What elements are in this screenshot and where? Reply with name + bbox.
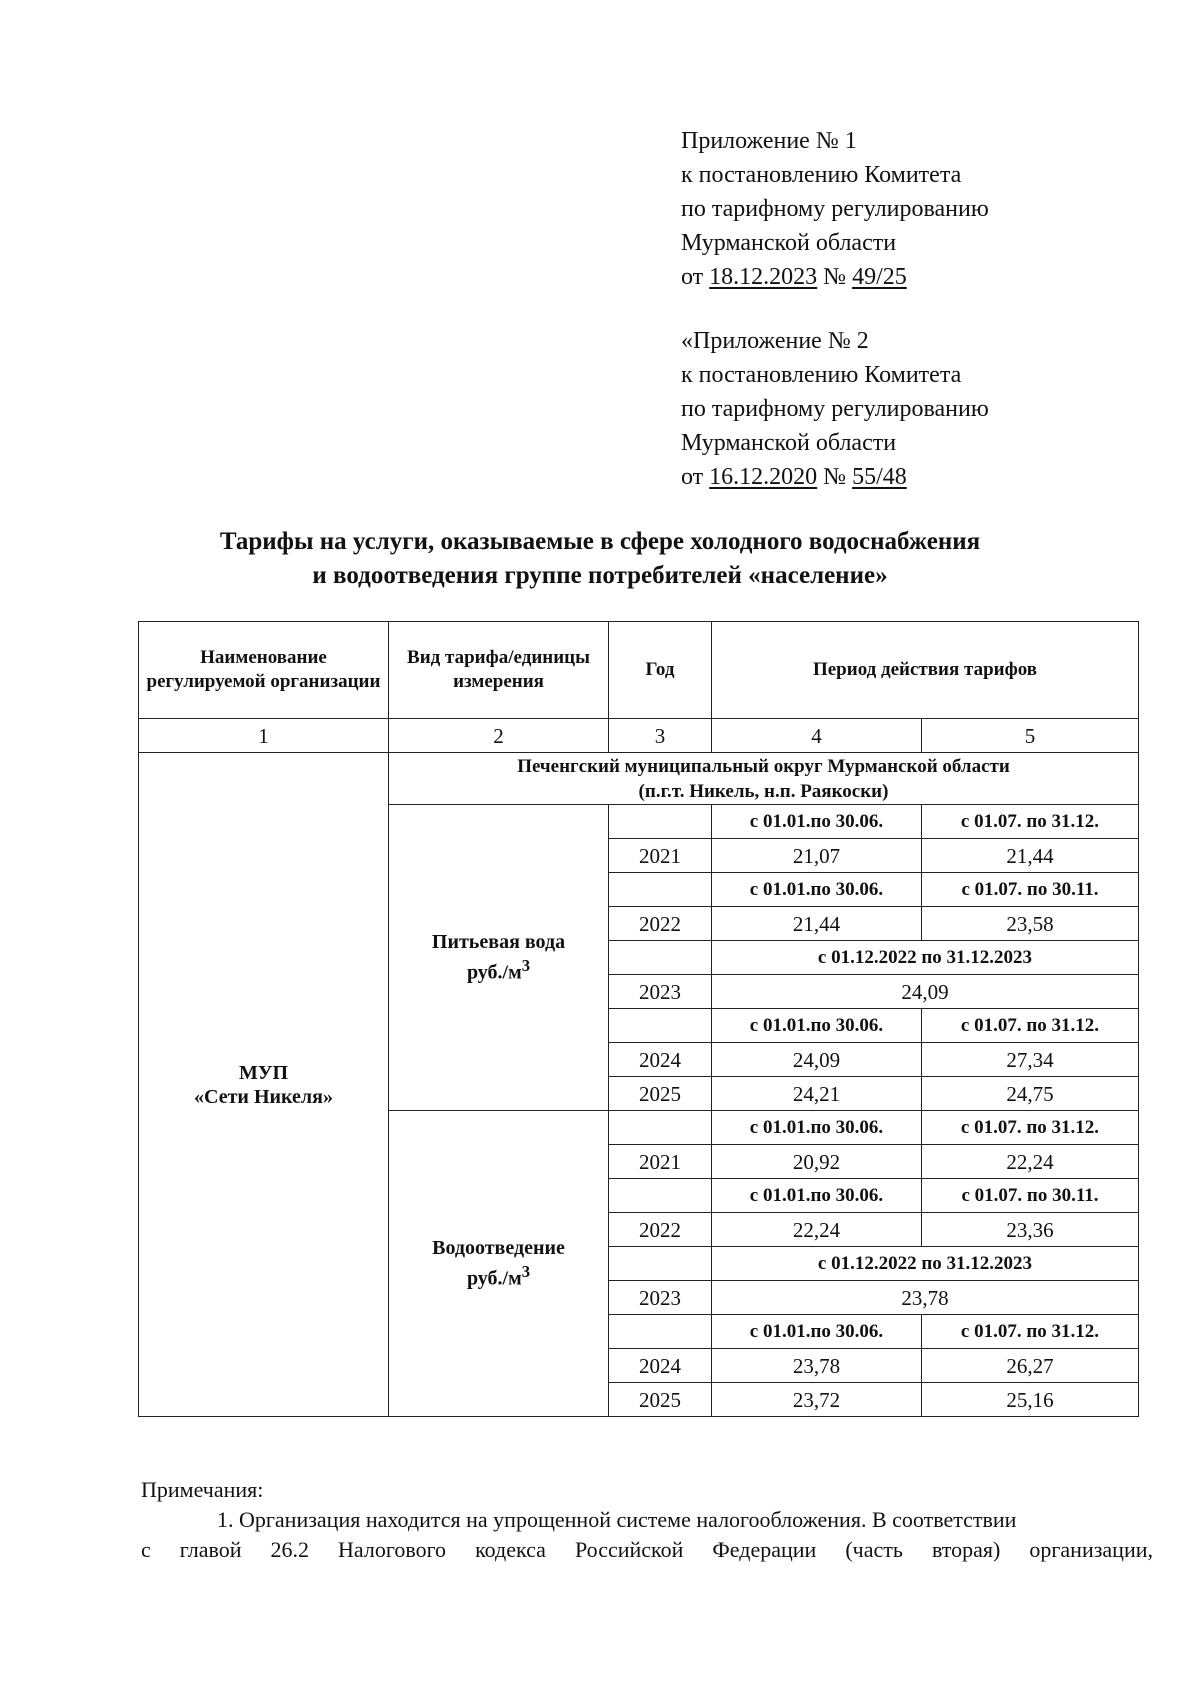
year-cell [609, 941, 712, 975]
period-1-cell: 20,92 [712, 1145, 922, 1179]
appendix-1-block [681, 124, 1161, 294]
year-cell: 2022 [609, 907, 712, 941]
column-numbers-row [139, 719, 1139, 753]
appendix-2-line-4: Мурманской области [681, 430, 897, 456]
org-name-line-1: МУП [238, 1061, 289, 1084]
year-cell: 2023 [609, 1281, 712, 1315]
sewer-service-cell [389, 1111, 609, 1417]
appendix-2-date-line [681, 460, 1161, 494]
period-span-cell: с 01.12.2022 по 31.12.2023 [712, 1247, 1139, 1281]
period-2-cell: с 01.07. по 31.12. [922, 1009, 1139, 1043]
appendix-2-number: 55/48 [852, 464, 907, 490]
appendix-2-date-prefix: от [681, 464, 710, 490]
period-2-cell: 24,75 [922, 1077, 1139, 1111]
period-1-cell: 22,24 [712, 1213, 922, 1247]
year-cell [609, 805, 712, 839]
sewer-service-name: Водоотведение [432, 1237, 565, 1260]
appendix-1-date-line [681, 260, 1161, 294]
sewer-service-unit [393, 1260, 604, 1291]
year-cell: 2024 [609, 1043, 712, 1077]
period-1-cell: 24,21 [712, 1077, 922, 1111]
year-cell [609, 1009, 712, 1043]
appendix-1-line-3: по тарифному регулированию [681, 196, 989, 222]
year-cell: 2025 [609, 1383, 712, 1417]
col-number-3: 3 [609, 719, 712, 753]
period-span-cell: 24,09 [712, 975, 1139, 1009]
header-org: Наименование регулируемой организации [139, 622, 389, 719]
period-2-cell: с 01.07. по 31.12. [922, 1111, 1139, 1145]
water-service-unit [393, 954, 604, 985]
period-2-cell: 22,24 [922, 1145, 1139, 1179]
year-cell: 2021 [609, 1145, 712, 1179]
header-period: Период действия тарифов [712, 622, 1139, 719]
appendix-1-line-1: Приложение № 1 [681, 128, 857, 154]
period-2-cell: с 01.07. по 30.11. [922, 873, 1139, 907]
period-2-cell: 23,58 [922, 907, 1139, 941]
year-cell [609, 1247, 712, 1281]
period-1-cell: с 01.01.по 30.06. [712, 1009, 922, 1043]
title-line-1: Тарифы на услуги, оказываемые в сфере холодного водоснабжения [219, 528, 981, 555]
org-cell [139, 753, 389, 1417]
appendix-2-line-2: к постановлению Комитета [681, 362, 962, 388]
appendix-1-number: 49/25 [852, 264, 907, 290]
period-1-cell: 24,09 [712, 1043, 922, 1077]
period-2-cell: с 01.07. по 31.12. [922, 805, 1139, 839]
period-1-cell: с 01.01.по 30.06. [712, 1111, 922, 1145]
year-cell [609, 1315, 712, 1349]
period-2-cell: 23,36 [922, 1213, 1139, 1247]
sewer-unit-text: руб./м [466, 1267, 522, 1290]
appendix-2-number-prefix: № [817, 464, 853, 490]
sewer-unit-sup: 3 [521, 1262, 531, 1282]
appendix-1-date-prefix: от [681, 264, 710, 290]
period-1-cell: с 01.01.по 30.06. [712, 1179, 922, 1213]
notes-line-2: с главой 26.2 Налогового кодекса Российской Федерации (часть вторая) организации, [141, 1537, 1153, 1562]
appendix-2-line-1: «Приложение № 2 [681, 328, 869, 354]
period-1-cell: с 01.01.по 30.06. [712, 1315, 922, 1349]
period-1-cell: 23,72 [712, 1383, 922, 1417]
notes-heading: Примечания: [141, 1477, 264, 1502]
year-cell: 2024 [609, 1349, 712, 1383]
year-cell: 2025 [609, 1077, 712, 1111]
notes-block [141, 1475, 1153, 1565]
appendix-2-date: 16.12.2020 [709, 464, 818, 490]
appendix-1-line-4: Мурманской области [681, 230, 897, 256]
year-cell: 2023 [609, 975, 712, 1009]
water-unit-sup: 3 [521, 956, 531, 976]
period-2-cell: 26,27 [922, 1349, 1139, 1383]
region-line-1: Печенгский муниципальный округ Мурманской области [517, 755, 1010, 777]
year-cell [609, 1111, 712, 1145]
water-service-cell [389, 805, 609, 1111]
col-number-4: 4 [712, 719, 922, 753]
document-title [120, 525, 1080, 593]
col-number-2: 2 [389, 719, 609, 753]
table-header-row [139, 622, 1139, 719]
appendix-2-block [681, 324, 1161, 494]
year-cell: 2022 [609, 1213, 712, 1247]
org-name-line-2: «Сети Никеля» [194, 1085, 333, 1108]
header-year: Год [609, 622, 712, 719]
period-1-cell: с 01.01.по 30.06. [712, 873, 922, 907]
period-2-cell: с 01.07. по 30.11. [922, 1179, 1139, 1213]
region-cell [389, 753, 1139, 805]
title-line-2: и водоотведения группе потребителей «население» [312, 562, 888, 589]
period-2-cell: 25,16 [922, 1383, 1139, 1417]
col-number-5: 5 [922, 719, 1139, 753]
notes-line-1: 1. Организация находится на упрощенной системе налогообложения. В соответствии [217, 1507, 1017, 1532]
year-cell [609, 1179, 712, 1213]
period-2-cell: 27,34 [922, 1043, 1139, 1077]
appendix-1-number-prefix: № [817, 264, 853, 290]
water-unit-text: руб./м [466, 961, 522, 984]
water-service-name: Питьевая вода [431, 931, 566, 954]
col-number-1: 1 [139, 719, 389, 753]
appendix-2-line-3: по тарифному регулированию [681, 396, 989, 422]
appendix-1-line-2: к постановлению Комитета [681, 162, 962, 188]
region-line-2: (п.г.т. Никель, н.п. Раякоски) [638, 780, 889, 802]
period-1-cell: 21,07 [712, 839, 922, 873]
year-cell [609, 873, 712, 907]
period-1-cell: с 01.01.по 30.06. [712, 805, 922, 839]
appendix-1-date: 18.12.2023 [709, 264, 818, 290]
year-cell: 2021 [609, 839, 712, 873]
period-span-cell: с 01.12.2022 по 31.12.2023 [712, 941, 1139, 975]
period-1-cell: 23,78 [712, 1349, 922, 1383]
region-row [139, 753, 1139, 805]
header-type: Вид тарифа/единицы измерения [389, 622, 609, 719]
period-2-cell: 21,44 [922, 839, 1139, 873]
period-1-cell: 21,44 [712, 907, 922, 941]
period-2-cell: с 01.07. по 31.12. [922, 1315, 1139, 1349]
period-span-cell: 23,78 [712, 1281, 1139, 1315]
tariff-table [138, 621, 1139, 1417]
